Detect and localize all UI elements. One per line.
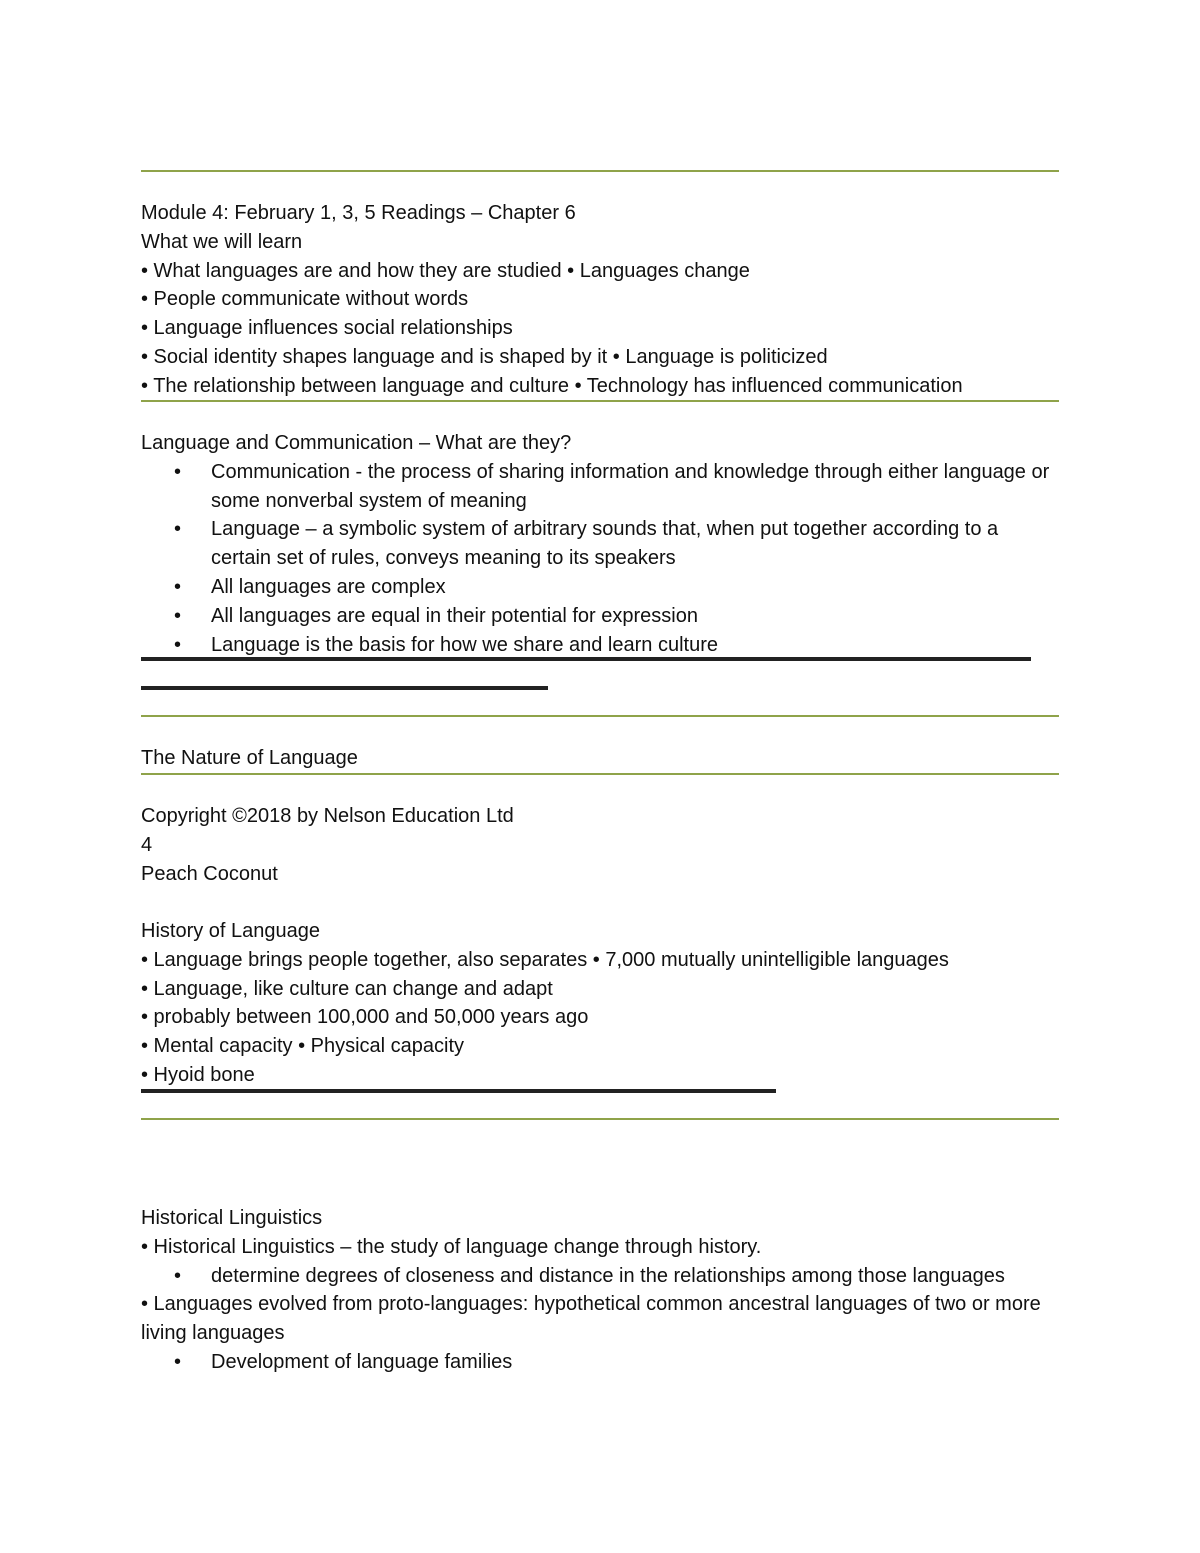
document-page bbox=[141, 0, 1059, 1553]
list-item-text: Language is the basis for how we share and learn culture bbox=[211, 633, 718, 656]
list-item bbox=[141, 458, 1059, 516]
copyright-block bbox=[141, 802, 1059, 888]
module-item: • Language influences social relationships bbox=[141, 317, 513, 340]
page-number: 4 bbox=[141, 833, 153, 856]
list-item-text: All languages are complex bbox=[211, 575, 446, 598]
section-heading: History of Language bbox=[141, 920, 321, 942]
section-heading: The Nature of Language bbox=[141, 747, 358, 769]
history-item: • probably between 100,000 and 50,000 years ago bbox=[141, 1006, 589, 1029]
bullet-icon: • bbox=[174, 575, 182, 598]
hl-item: • Historical Linguistics – the study of language change through history. bbox=[141, 1235, 762, 1258]
divider-rule bbox=[141, 170, 1059, 172]
list-item bbox=[141, 1348, 1059, 1377]
list-item bbox=[141, 631, 1059, 660]
list-item bbox=[141, 602, 1059, 631]
history-item: • Mental capacity • Physical capacity bbox=[141, 1035, 465, 1058]
list-item bbox=[141, 515, 1059, 573]
historical-linguistics-section bbox=[141, 1204, 1059, 1377]
list-item-text: determine degrees of closeness and distance in the relationships among those languages bbox=[211, 1264, 1005, 1287]
bullet-icon: • bbox=[174, 460, 182, 483]
bullet-icon: • bbox=[174, 518, 182, 541]
section-heading: Language and Communication – What are they? bbox=[141, 432, 572, 454]
list-item bbox=[141, 1262, 1059, 1291]
language-communication-section bbox=[141, 429, 1059, 659]
list-item-text: Development of language families bbox=[211, 1350, 513, 1373]
divider-rule bbox=[141, 400, 1059, 402]
nature-section bbox=[141, 744, 1059, 773]
copyright-text: Copyright ©2018 by Nelson Education Ltd bbox=[141, 805, 514, 827]
section-heading: Historical Linguistics bbox=[141, 1207, 323, 1229]
black-bar bbox=[141, 1089, 776, 1093]
module-title: Module 4: February 1, 3, 5 Readings – Chapter 6 bbox=[141, 202, 576, 224]
module-item: • What languages are and how they are studied • Languages change bbox=[141, 259, 750, 282]
list-item-text: Communication - the process of sharing information and knowledge through either language or some nonverbal system of meaning bbox=[211, 460, 1050, 512]
bullet-icon: • bbox=[174, 1350, 182, 1373]
bullet-icon: • bbox=[174, 604, 182, 627]
divider-rule bbox=[141, 715, 1059, 717]
module-subtitle: What we will learn bbox=[141, 230, 303, 253]
bullet-icon: • bbox=[174, 1264, 182, 1287]
list-item bbox=[141, 573, 1059, 602]
module-item: • The relationship between language and culture • Technology has influenced communication bbox=[141, 374, 963, 397]
module-item: • Social identity shapes language and is shaped by it • Language is politicized bbox=[141, 345, 828, 368]
black-bar bbox=[141, 686, 548, 690]
list-item-text: Language – a symbolic system of arbitrary sounds that, when put together according to a certain set of rules, conveys meaning to its speakers bbox=[211, 518, 999, 570]
module-section bbox=[141, 199, 1059, 401]
history-section bbox=[141, 917, 1059, 1090]
bullet-icon: • bbox=[174, 633, 182, 656]
list-item-text: All languages are equal in their potential for expression bbox=[211, 604, 698, 627]
history-item: • Hyoid bone bbox=[141, 1063, 255, 1086]
history-item: • Language, like culture can change and adapt bbox=[141, 977, 553, 1000]
divider-rule bbox=[141, 773, 1059, 775]
module-item: • People communicate without words bbox=[141, 288, 469, 311]
black-bar bbox=[141, 657, 1031, 661]
author-name: Peach Coconut bbox=[141, 862, 278, 885]
hl-item: • Languages evolved from proto-languages: hypothetical common ancestral languages of two or more living languages bbox=[141, 1293, 1041, 1345]
divider-rule bbox=[141, 1118, 1059, 1120]
history-item: • Language brings people together, also separates • 7,000 mutually unintelligible languages bbox=[141, 948, 949, 971]
